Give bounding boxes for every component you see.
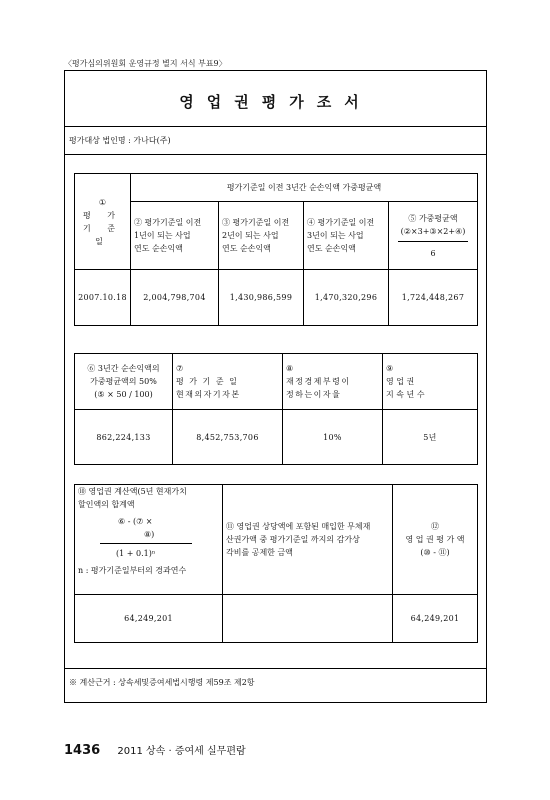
duration-header: ⑨ 영 업 권 지 속 년 수 [383,354,478,410]
table-cell: 2,004,798,704 [131,270,219,326]
divider [65,126,486,127]
weighted-average-header: ⑤ 가중평균액 $\frac{\text{(②×3+③×2+④)}}{6}$ [389,202,478,270]
weighted-profit-table [74,173,478,326]
goodwill-value-header: ⑫ 영 업 권 평 가 액 (⑩ - ⑪) [393,485,478,595]
half-weighted-header: ⑥ 3년간 순손익액의 가중평균액의 50% (⑤ × 50 / 100) [75,354,173,410]
weighted-average-fraction: $\frac{\text{(②×3+③×2+④)}}{6}$ [394,225,472,260]
calculation-basis-note: ※ 계산근거 : 상속세및증여세법시행령 제59조 제2항 [69,678,255,687]
equity-interest-table [74,353,478,465]
merged-header: 평가기준일 이전 3년간 순손익액 가중평균액 [131,174,478,202]
table-cell: 2007.10.18 [75,270,131,326]
base-date-header: ① 평 가 기 준 일 [75,174,131,270]
table-cell: 64,249,201 [75,595,223,643]
page-number: 1436 [64,743,101,758]
table-cell: 1,470,320,296 [304,270,389,326]
divider [65,668,486,669]
year2-profit-header: ③ 평가기준일 이전 2년이 되는 사업 연도 순손익액 [219,202,304,270]
table-cell: 5년 [383,410,478,465]
year3-profit-header: ④ 평가기준일 이전 3년이 되는 사업 연도 순손익액 [304,202,389,270]
page-footer [64,742,246,758]
table-cell: 1,430,986,599 [219,270,304,326]
book-title: 2011 상속 · 증여세 실무편람 [117,746,246,757]
table-cell: 64,249,201 [393,595,478,643]
intangible-asset-header: ⑪ 영업권 상당액에 포함된 매입한 무체재 산권가액 중 평가기준일 까지의 감가상 각비를 공제한 금액 [223,485,393,595]
table-cell: 1,724,448,267 [389,270,478,326]
goodwill-table [74,484,478,643]
table-cell [223,595,393,643]
interest-rate-header: ⑧ 재정경제부령이 정하는이자율 [283,354,383,410]
form-caption: 〈평가심의위원회 운영규정 별지 서식 부표9〉 [64,59,227,68]
equity-header: ⑦ 평 가 기 준 일 현재의자기자본 [173,354,283,410]
form-title: 영업권평가조서 [179,93,372,111]
year1-profit-header: ② 평가기준일 이전 1년이 되는 사업 연도 순손익액 [131,202,219,270]
goodwill-formula: ⑥ - (⑦ × ⑧) (1 + 0.1)ⁿ [78,515,219,560]
table-cell: 862,224,133 [75,410,173,465]
form-frame [64,70,487,703]
table-cell: 8,452,753,706 [173,410,283,465]
target-company: 평가대상 법인명 : 가나다(주) [69,136,171,145]
goodwill-calc-header: ⑩ 영업권 계산액(5년 현재가치 할인액의 합계액 ⑥ - (⑦ × ⑧) (1 + 0.1)ⁿ n : 평가기준일부터의 경과연수 [75,485,223,595]
divider [65,154,486,155]
table-cell: 10% [283,410,383,465]
